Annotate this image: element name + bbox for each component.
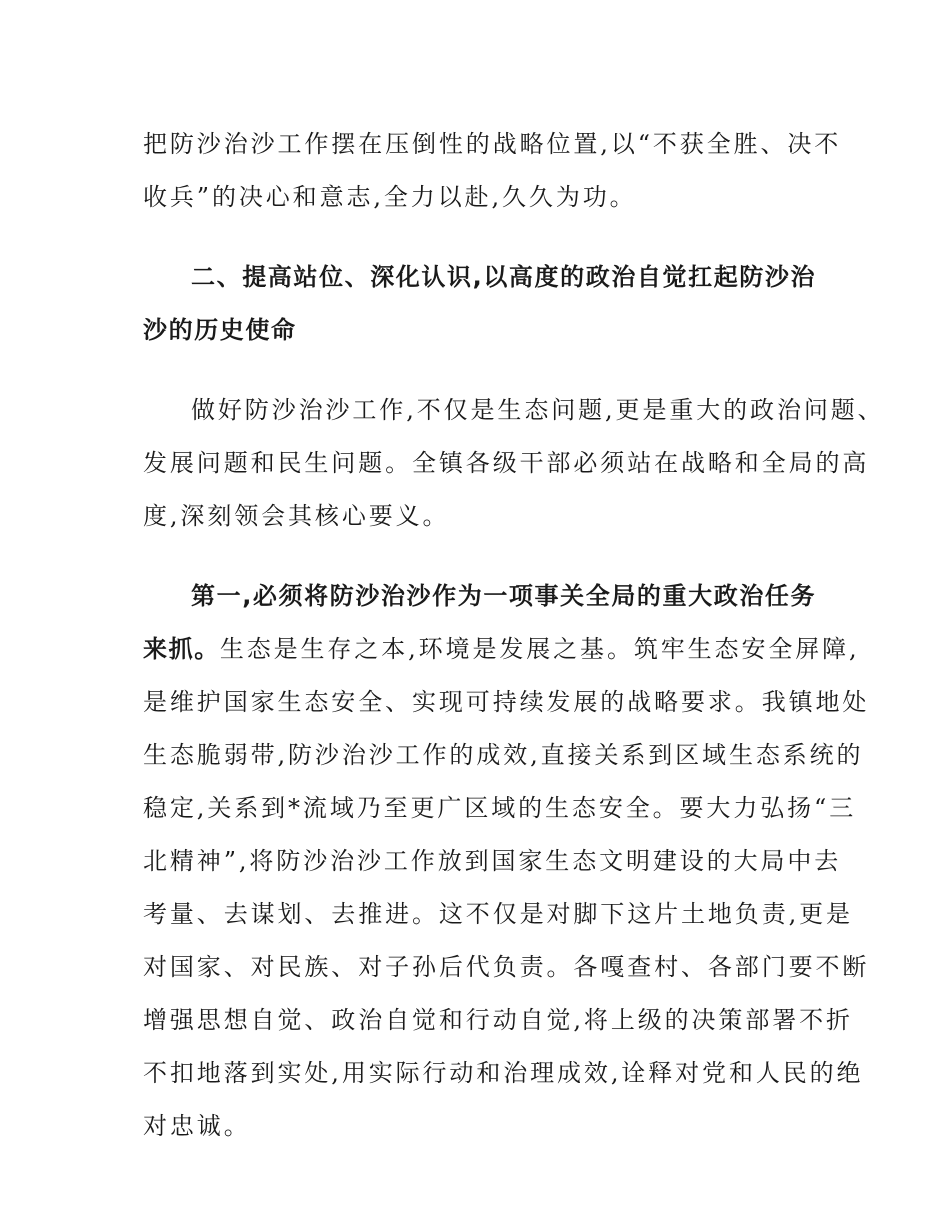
text-line: 增强思想自觉、政治自觉和行动自觉,将上级的决策部署不折 [143, 1006, 853, 1034]
text-line: 收兵”的决心和意志,全力以赴,久久为功。 [143, 183, 637, 211]
point-heading-line: 第一,必须将防沙治沙作为一项事关全局的重大政治任务 [191, 582, 817, 610]
paragraph-first-point [143, 570, 870, 1153]
point-heading-tail: 来抓。 [143, 635, 220, 663]
section-heading-2 [143, 251, 843, 357]
text-line-rest: 生态是生存之本,环境是发展之基。筑牢生态安全屏障, [219, 635, 860, 663]
paragraph-importance [143, 384, 885, 543]
text-line: 对忠诚。 [143, 1112, 251, 1140]
text-line: 北精神”,将防沙治沙工作放到国家生态文明建设的大局中去 [143, 847, 842, 875]
paragraph-gap [143, 357, 843, 384]
text-line: 是维护国家生态安全、实现可持续发展的战略要求。我镇地处 [143, 688, 870, 716]
document-body [143, 118, 885, 1153]
heading-line: 二、提高站位、深化认识,以高度的政治自觉扛起防沙治 [191, 263, 817, 291]
text-line: 把防沙治沙工作摆在压倒性的战略位置,以“不获全胜、决不 [143, 130, 842, 158]
text-line: 生态脆弱带,防沙治沙工作的成效,直接关系到区域生态系统的 [143, 741, 864, 769]
text-line [143, 623, 860, 676]
text-line: 考量、去谋划、去推进。这不仅是对脚下这片土地负责,更是 [143, 900, 853, 928]
heading-line: 沙的历史使命 [143, 316, 297, 344]
text-line: 做好防沙治沙工作,不仅是生态问题,更是重大的政治问题、 [191, 396, 885, 424]
text-line: 不扣地落到实处,用实际行动和治理成效,诠释对党和人民的绝 [143, 1059, 864, 1087]
text-line: 度,深刻领会其核心要义。 [143, 502, 450, 530]
paragraph-intro [143, 118, 843, 224]
text-line: 稳定,关系到*流域乃至更广区域的生态安全。要大力弘扬“三 [143, 794, 857, 822]
paragraph-gap [143, 224, 843, 251]
paragraph-gap [143, 543, 843, 570]
text-line: 对国家、对民族、对子孙后代负责。各嘎查村、各部门要不断 [143, 953, 870, 981]
text-line: 发展问题和民生问题。全镇各级干部必须站在战略和全局的高 [143, 449, 870, 477]
